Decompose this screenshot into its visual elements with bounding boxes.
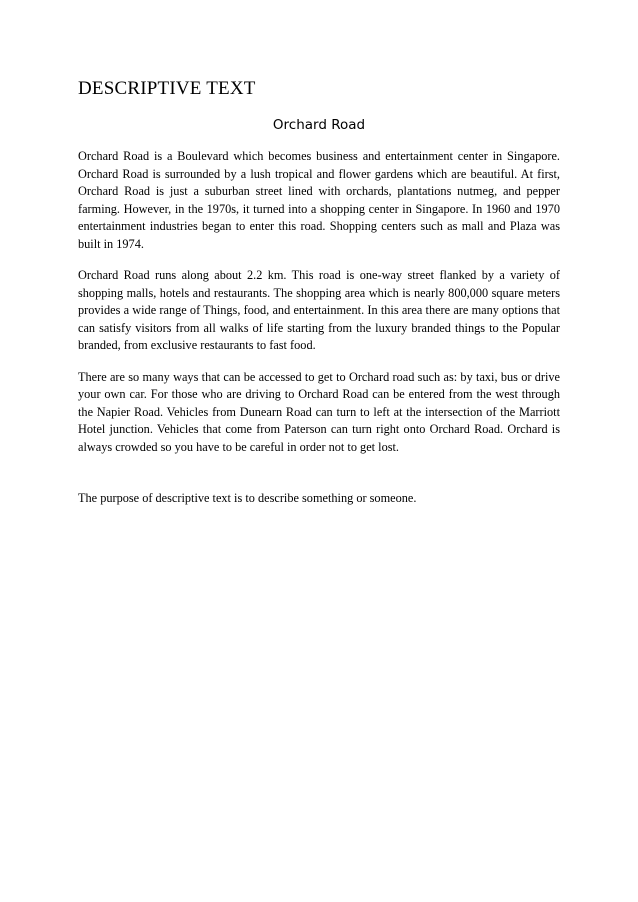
document-heading: DESCRIPTIVE TEXT [78, 78, 256, 99]
closing-statement: The purpose of descriptive text is to describe something or someone. [78, 491, 417, 505]
document-title: Orchard Road [272, 117, 366, 133]
document-body [78, 148, 560, 522]
paragraph-access: There are so many ways that can be accessed to get to Orchard road such as: by taxi, bus or drive your own car. For those who are driving to Orchard Road can be entered from the west through the Napier Road. Vehicles from Dunearn Road can turn to left at the intersection of the Marriott Hotel junction. Vehicles that come from Paterson can turn right onto Orchard Road. Orchard is always crowded so you have to be careful in order not to get lost. [78, 369, 560, 454]
paragraph-history: Orchard Road is a Boulevard which becomes business and entertainment center in Singapore. Orchard Road is surrounded by a lush tropical and flower gardens which are beautiful. At first, Orchard Road is just a suburban street lined with orchards, plantations nutmeg, and pepper farming. However, in the 1970s, it turned into a shopping center in Singapore. In 1960 and 1970 entertainment industries began to enter this road. Shopping centers such as mall and Plaza was built in 1974. [78, 149, 560, 251]
paragraph-description: Orchard Road runs along about 2.2 km. This road is one-way street flanked by a variety of shopping malls, hotels and restaurants. The shopping area which is nearly 800,000 square meters provides a wide range of Things, food, and entertainment. In this area there are many options that can satisfy visitors from all walks of life starting from the luxury branded things to the Popular branded, from exclusive restaurants to fast food. [78, 268, 560, 352]
